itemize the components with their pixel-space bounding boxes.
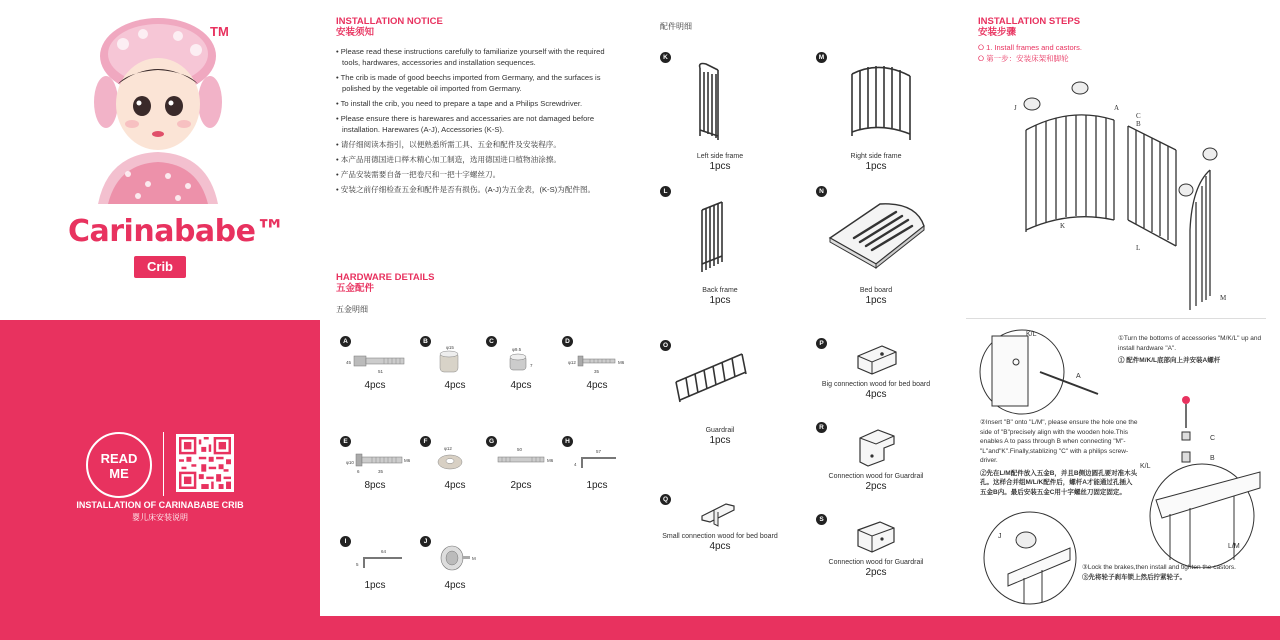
- dim-label: 7: [530, 363, 533, 368]
- accessory-item-o: [660, 340, 780, 446]
- trademark-mark: TM: [210, 24, 229, 39]
- read-me-line2: ME: [109, 466, 129, 481]
- accessory-letter: Q: [660, 494, 671, 505]
- label-j: J: [998, 533, 1002, 540]
- bolt-a-icon: [344, 342, 410, 376]
- accessory-qty: 1pcs: [865, 161, 887, 172]
- hardware-letter: C: [486, 336, 497, 347]
- hardware-letter: D: [562, 336, 573, 347]
- bolt-e-icon: [344, 442, 410, 476]
- cover-title-en: INSTALLATION OF CARINABABE CRIB: [76, 500, 244, 510]
- step-divider: [966, 318, 1266, 319]
- accessory-qty: 2pcs: [865, 481, 887, 492]
- label-m: M: [1220, 294, 1227, 302]
- castor-j-icon: [424, 542, 490, 576]
- accessory-qty: 1pcs: [709, 295, 731, 306]
- notice-list: [336, 46, 606, 199]
- accessory-qty: 1pcs: [709, 161, 731, 172]
- steps-title: [978, 16, 1080, 38]
- hardware-letter: F: [420, 436, 431, 447]
- notice-item: • To install the crib, you need to prepare a tape and a Philips Screwdriver.: [336, 99, 583, 108]
- hardware-qty: 4pcs: [510, 380, 532, 391]
- left-side-frame-icon: [660, 52, 780, 148]
- accessory-letter: P: [816, 338, 827, 349]
- accessory-item-q: [660, 494, 780, 552]
- notice-item: • 安装之前仔细检查五金和配件是否有损伤。(A-J)为五金表，(K-S)为配件图。: [336, 185, 596, 194]
- label-a: A: [1076, 373, 1081, 380]
- dim-label: 50: [517, 447, 523, 452]
- accessory-letter: L: [660, 186, 671, 197]
- dim-label: 64: [381, 549, 387, 554]
- cover-title-zh: 婴儿床安装说明: [132, 513, 188, 522]
- notice-item: • 产品安装需要自备一把卷尺和一把十字螺丝刀。: [336, 170, 501, 179]
- accessory-qty: 2pcs: [865, 567, 887, 578]
- accessory-letter: S: [816, 514, 827, 525]
- hardware-qty: 2pcs: [510, 480, 532, 491]
- accessory-letter: K: [660, 52, 671, 63]
- accessory-item-k: [660, 52, 780, 172]
- dim-label: 51: [378, 369, 384, 374]
- dim-label: 4: [574, 462, 577, 467]
- accessory-name: Back frame: [702, 287, 738, 294]
- notice-item: • Please ensure there is harewares and accessaries are not damaged before installation. Harewares (A-J), Accessories (K-S).: [336, 114, 595, 134]
- hardware-letter: I: [340, 536, 351, 547]
- hardware-letter: A: [340, 336, 351, 347]
- accessory-item-n: [816, 186, 936, 306]
- read-me-badge: [86, 432, 152, 498]
- hardware-title-en: HARDWARE DETAILS: [336, 272, 435, 283]
- label-lm: L/M: [1228, 543, 1240, 550]
- hardware-letter: E: [340, 436, 351, 447]
- step1-en: ⭘ 1. Install frames and castors.: [978, 43, 1082, 52]
- detail-b-c-diagram: [1140, 388, 1270, 568]
- label-l: L: [1136, 244, 1141, 252]
- accessories-title: 配件明细: [660, 22, 692, 31]
- cam-lock-c-icon: [490, 342, 556, 376]
- read-me-line1: READ: [100, 451, 138, 466]
- back-frame-icon: [660, 186, 780, 282]
- bullet-ring-icon: ⭘: [978, 54, 987, 63]
- accessory-name: Big connection wood for bed board: [821, 381, 931, 388]
- dim-label: 57: [596, 449, 602, 454]
- label-j: J: [1014, 104, 1017, 112]
- accessory-qty: 4pcs: [709, 541, 731, 552]
- threaded-rod-g-icon: [490, 442, 556, 476]
- hardware-qty: 8pcs: [364, 480, 386, 491]
- notice-item: • 本产品用德国进口榉木精心加工制造，选用德国进口植物油涂擦。: [336, 155, 561, 164]
- accessory-name: Bed board: [859, 287, 893, 294]
- accessory-name: Small connection wood for bed board: [662, 533, 778, 540]
- right-side-frame-icon: [816, 52, 936, 148]
- dim-label: φ15: [446, 345, 454, 350]
- accessory-item-m: [816, 52, 936, 172]
- guardrail-icon: [660, 340, 780, 422]
- accessory-item-r: [816, 422, 936, 492]
- accessory-letter: R: [816, 422, 827, 433]
- small-connection-wood-icon: [660, 494, 780, 528]
- accessory-qty: 1pcs: [865, 295, 887, 306]
- hardware-qty: 4pcs: [444, 580, 466, 591]
- label-c: C: [1136, 112, 1141, 120]
- dim-label: 6: [357, 469, 360, 474]
- accessory-letter: O: [660, 340, 671, 351]
- label-b: B: [1136, 120, 1141, 128]
- step1-caption: [978, 42, 1082, 64]
- hardware-letter: H: [562, 436, 573, 447]
- step1-zh: ⭘ 第一步：安装床架和脚轮: [978, 54, 1069, 63]
- hardware-qty: 4pcs: [444, 480, 466, 491]
- notice-item: • The crib is made of good beechs imported from Germany, and the surfaces is polished by the vegetable oil imported from Germany.: [336, 73, 601, 93]
- dim-label: 35: [378, 469, 384, 474]
- dim-label: M: [472, 556, 476, 561]
- guardrail-connection-wood-icon: [816, 422, 936, 468]
- qr-code[interactable]: [176, 434, 234, 492]
- hardware-subtitle: 五金明细: [336, 305, 368, 314]
- hardware-qty: 1pcs: [586, 480, 608, 491]
- step-note-2: ②Insert "B" onto "L/M", please ensure the hole one the side of "B"precisely align with the wooden hole.This enables A to pass through B when connecting "M"-"L"and"K".Finally,stablizing "C" with a philips screw-driver. ②先在L/M配件放入五金B，并且B侧边圆孔要对准木头孔。这样合并组M/L/K配件后，螺杆A才能通过孔插入五金B内。最后安装五金C用十字螺丝刀固定固定。: [980, 419, 1138, 496]
- detail-a-diagram: [976, 326, 1116, 418]
- dim-label: M6: [547, 458, 554, 463]
- hardware-qty: 4pcs: [364, 380, 386, 391]
- hardware-qty: 4pcs: [444, 380, 466, 391]
- dim-label: 5: [356, 562, 359, 567]
- accessory-name: Connection wood for Guardrail: [828, 559, 924, 566]
- hardware-letter: J: [420, 536, 431, 547]
- steps-title-en: INSTALLATION STEPS: [978, 16, 1081, 27]
- hardware-letter: G: [486, 436, 497, 447]
- dim-label: φ10: [346, 460, 354, 465]
- brand-logo: Carinababe™: [68, 214, 285, 249]
- label-kl: K/L: [1140, 463, 1151, 470]
- allen-key-i-icon: [344, 542, 410, 576]
- accessory-qty: 4pcs: [865, 389, 887, 400]
- accessory-name: Left side frame: [696, 153, 744, 160]
- hardware-title: [336, 272, 435, 294]
- cover-pink-block: [0, 320, 320, 640]
- bed-board-icon: [816, 186, 936, 282]
- accessory-name: Right side frame: [850, 153, 902, 160]
- accessory-qty: 1pcs: [709, 435, 731, 446]
- dim-label: 35: [594, 369, 600, 374]
- steps-title-zh: 安装步骤: [978, 27, 1017, 38]
- label-b: B: [1210, 455, 1215, 462]
- product-tag: Crib: [134, 256, 186, 278]
- hardware-qty: 4pcs: [586, 380, 608, 391]
- dim-label: φ12: [444, 446, 452, 451]
- barrel-nut-b-icon: [424, 342, 490, 376]
- notice-title-zh: 安装须知: [336, 27, 375, 38]
- dim-label: φ9.5: [512, 347, 522, 352]
- guardrail-connection-wood-s-icon: [816, 514, 936, 554]
- dim-label: 45: [346, 360, 352, 365]
- allen-key-h-icon: [566, 442, 632, 476]
- accessory-name: Guardrail: [705, 427, 735, 434]
- notice-item: • Please read these instructions carefully to familiarize yourself with the required tools, hardwares, accessories and installation sequences.: [336, 47, 605, 67]
- screw-d-icon: [566, 342, 632, 376]
- bottom-accent-bar: [320, 616, 1280, 640]
- accessory-item-l: [660, 186, 780, 306]
- hardware-qty: 1pcs: [364, 580, 386, 591]
- accessory-item-s: [816, 514, 936, 578]
- baby-illustration: [88, 14, 228, 204]
- big-connection-wood-icon: [816, 338, 936, 376]
- bullet-ring-icon: ⭘: [978, 43, 987, 52]
- accessory-name: Connection wood for Guardrail: [828, 473, 924, 480]
- dim-label: φ12: [568, 360, 576, 365]
- label-a: A: [1114, 104, 1120, 112]
- crib-assembly-diagram: [1010, 70, 1266, 310]
- label-k: K: [1060, 222, 1066, 230]
- washer-f-icon: [424, 442, 490, 476]
- detail-castor-diagram: [980, 508, 1080, 608]
- dim-label: M6: [618, 360, 625, 365]
- label-kl: K/L: [1026, 331, 1037, 338]
- notice-item: • 请仔细阅读本指引，以便熟悉所需工具、五金和配件及安装程序。: [336, 140, 561, 149]
- step-note-3: ③Lock the brakes,then install and tighten the castors. ③先将轮子刹车锁上然后拧紧轮子。: [1082, 564, 1236, 581]
- hardware-letter: B: [420, 336, 431, 347]
- notice-title-en: INSTALLATION NOTICE: [336, 16, 443, 27]
- notice-title: [336, 16, 443, 38]
- accessory-item-p: [816, 338, 936, 400]
- label-c: C: [1210, 435, 1216, 442]
- divider: [163, 432, 164, 496]
- step-note-1: ①Turn the bottoms of accessories "M/K/L" up and install hardware "A". ① 配件M/K/L底部向上并安装A螺杆: [1118, 335, 1262, 364]
- dim-label: M6: [404, 458, 410, 463]
- cover-panel: [0, 0, 320, 640]
- accessory-letter: N: [816, 186, 827, 197]
- accessory-letter: M: [816, 52, 827, 63]
- hardware-title-zh: 五金配件: [336, 283, 375, 294]
